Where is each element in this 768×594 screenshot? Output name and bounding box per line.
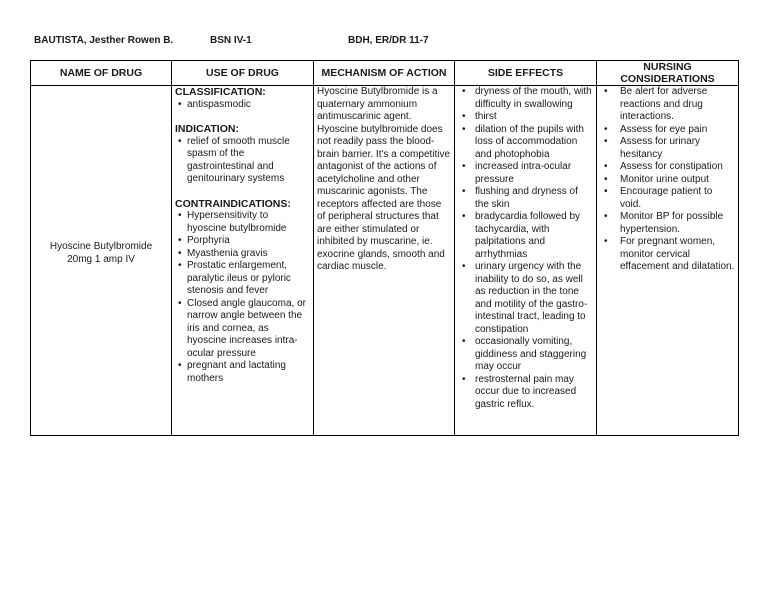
drug-study-table [30,60,739,436]
list-item: • thirst [458,111,593,124]
classification-label: CLASSIFICATION: [175,86,266,98]
list-item: • antispasmodic [175,99,310,112]
list-item: • Myasthenia gravis [175,248,310,261]
list-item: • Prostatic enlargement, paralytic ileus or pyloric stenosis and fever [175,260,310,298]
list-item: • dryness of the mouth, with difficulty in swallowing [458,86,593,111]
list-item: • Monitor urine output [600,174,735,187]
list-item: • relief of smooth muscle spasm of the gastrointestinal and genitourinary systems [175,136,310,186]
list-item: • occasionally vomiting, giddiness and staggering may occur [458,336,593,374]
nursing-considerations-cell [597,86,739,436]
list-item: • Assess for constipation [600,161,735,174]
header-nursing-considerations: NURSING CONSIDERATIONS [597,61,739,86]
contraindications-label: CONTRAINDICATIONS: [175,197,291,210]
list-item: • Hypersensitivity to hyoscine butylbromide [175,210,310,235]
use-of-drug-cell [172,86,314,436]
list-item: • increased intra-ocular pressure [458,161,593,186]
drug-name-cell [31,86,172,436]
table-header-row [31,61,739,86]
list-item: • Be alert for adverse reactions and drug interactions. [600,86,735,124]
mechanism-cell [314,86,455,436]
header-side-effects: SIDE EFFECTS [455,61,597,86]
header-use-of-drug: USE OF DRUG [172,61,314,86]
student-name: BAUTISTA, Jesther Rowen B. [34,35,174,46]
list-item: • Encourage patient to void. [600,186,735,211]
list-item: • Assess for eye pain [600,124,735,137]
list-item: • For pregnant women, monitor cervical effacement and dilatation. [600,236,735,274]
mechanism-text: Hyoscine Butylbromide is a quaternary ammonium antimuscarinic agent. Hyoscine butylbromide does not readily pass the blood-brain barrier. It's a competitive antagonist of the actions of acetylcholine and other muscarinic agonists. The receptors affected are those of peripheral structures that are either stimulated or inhibited by muscarine, ie. exocrine glands, smooth and cardiac muscle. [317,86,451,272]
list-item: • Porphyria [175,235,310,248]
list-item: • Assess for urinary hesitancy [600,136,735,161]
list-item: • pregnant and lactating mothers [175,360,310,385]
header-name-of-drug: NAME OF DRUG [31,61,172,86]
list-item: • Closed angle glaucoma, or narrow angle between the iris and cornea, as hyoscine increases intra-ocular pressure [175,298,310,361]
drug-dose: 20mg 1 amp IV [67,253,135,265]
list-item: • restrosternal pain may occur due to increased gastric reflux. [458,374,593,412]
header-mechanism: MECHANISM OF ACTION [314,61,455,86]
indication-label: INDICATION: [175,123,239,135]
list-item: • flushing and dryness of the skin [458,186,593,211]
table-row [31,86,739,436]
list-item: • urinary urgency with the inability to do so, as well as reduction in the tone and motility of the gastro-intestinal tract, leading to constipation [458,261,593,336]
list-item: • bradycardia followed by tachycardia, with palpitations and arrhythmias [458,211,593,261]
program-label: BSN IV-1 [210,35,252,46]
assignment-area: BDH, ER/DR 11-7 [348,35,429,46]
list-item: • Monitor BP for possible hypertension. [600,211,735,236]
side-effects-cell [455,86,597,436]
list-item: • dilation of the pupils with loss of accommodation and photophobia [458,124,593,162]
drug-name: Hyoscine Butylbromide [49,241,153,252]
